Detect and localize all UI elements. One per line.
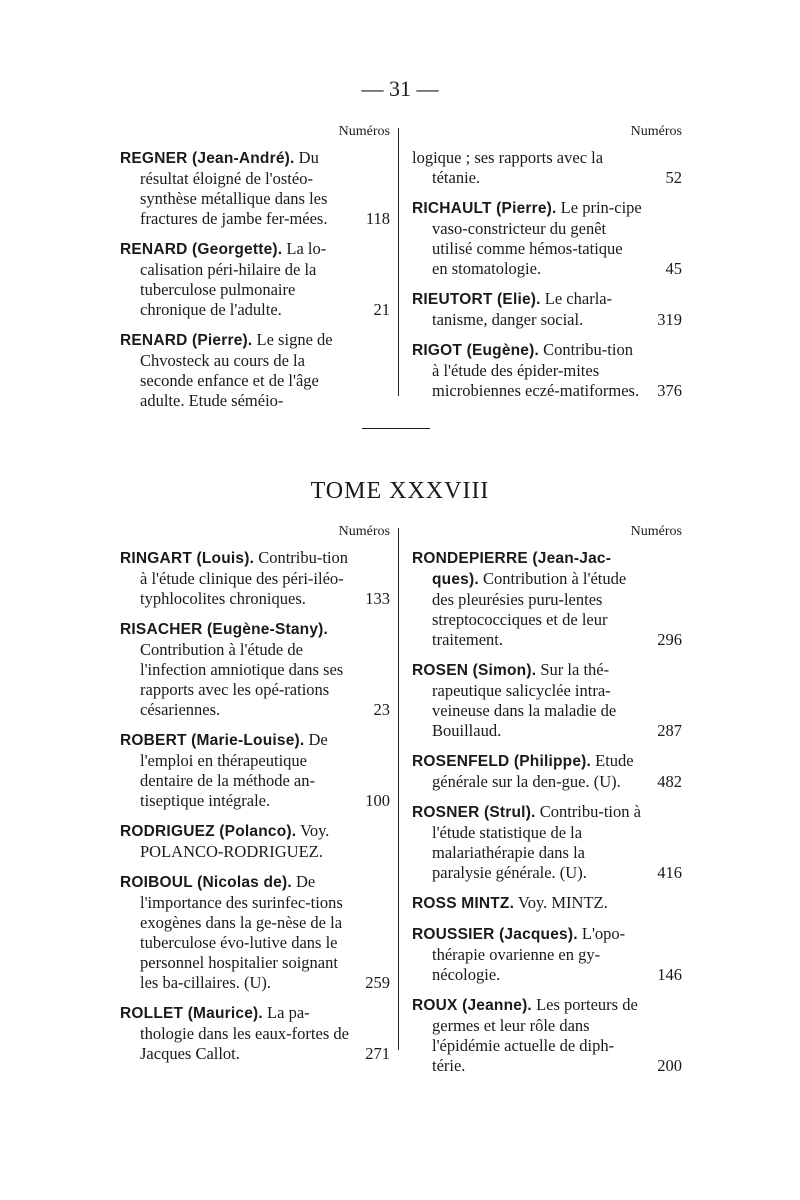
thesis-title: La pa-thologie dans les eaux-fortes de Jacques Callot. bbox=[140, 1003, 349, 1063]
index-entry bbox=[412, 893, 682, 914]
thesis-number: 296 bbox=[657, 630, 682, 649]
thesis-title: Le charla-tanisme, danger social. bbox=[432, 289, 613, 329]
index-entry bbox=[120, 1003, 390, 1064]
thesis-title: Etude générale sur la den-gue. (U). bbox=[432, 751, 634, 791]
thesis-number: 100 bbox=[365, 791, 390, 810]
column-header: Numéros bbox=[630, 124, 682, 139]
thesis-title: De l'emploi en thérapeutique dentaire de la méthode an-tiseptique intégrale. bbox=[140, 730, 328, 810]
thesis-title: logique ; ses rapports avec la tétanie. bbox=[412, 148, 604, 187]
index-entry bbox=[120, 330, 390, 411]
index-entry bbox=[412, 148, 682, 188]
thesis-number: 287 bbox=[657, 721, 682, 740]
index-entry bbox=[412, 340, 682, 401]
author-name: RONDEPIERRE (Jean-Jac-ques). bbox=[412, 550, 612, 588]
thesis-number: 271 bbox=[365, 1044, 390, 1063]
author-name: RISACHER (Eugène-Stany). bbox=[120, 621, 329, 638]
index-entry bbox=[412, 548, 682, 650]
section2-right-column bbox=[412, 522, 682, 1086]
entry-body bbox=[412, 289, 682, 330]
thesis-title: Voy. MINTZ. bbox=[517, 893, 608, 912]
column-header: Numéros bbox=[630, 524, 682, 539]
thesis-number: 482 bbox=[657, 772, 682, 791]
index-entry bbox=[412, 198, 682, 279]
author-name: ROSEN (Simon). bbox=[412, 662, 537, 679]
index-entry bbox=[120, 872, 390, 993]
entry-body bbox=[120, 239, 390, 320]
section2-left-column bbox=[120, 522, 390, 1074]
thesis-number: 23 bbox=[373, 700, 390, 719]
thesis-title: Contribution à l'étude de l'infection amniotique dans ses rapports avec les opé-rations césariennes. bbox=[140, 640, 344, 719]
thesis-title: Sur la thé-rapeutique salicyclée intra-veineuse dans la maladie de Bouillaud. bbox=[432, 660, 617, 740]
thesis-number: 376 bbox=[657, 381, 682, 400]
entry-body bbox=[412, 660, 682, 741]
author-name: ROLLET (Maurice). bbox=[120, 1005, 263, 1022]
thesis-number: 21 bbox=[373, 300, 390, 319]
index-entry bbox=[412, 924, 682, 985]
entry-body bbox=[412, 995, 682, 1076]
thesis-title: De l'importance des surinfec-tions exogènes dans la ge-nèse de la tuberculose évo-lutive dans le personnel hospitalier soignant les ba-cillaires. (U). bbox=[140, 872, 343, 992]
thesis-title: Les porteurs de germes et leur rôle dans l'épidémie actuelle de diph-térie. bbox=[432, 995, 638, 1075]
page-number: — 31 — bbox=[361, 76, 439, 101]
section1-left-column bbox=[120, 122, 390, 421]
entry-body bbox=[412, 198, 682, 279]
column-header: Numéros bbox=[338, 124, 390, 139]
entry-body bbox=[120, 148, 390, 229]
author-name: ROSNER (Strul). bbox=[412, 804, 536, 821]
author-name: RIEUTORT (Elie). bbox=[412, 291, 541, 308]
thesis-title: Contribution à l'étude des pleurésies puru-lentes streptococciques et de leur traitement. bbox=[432, 569, 627, 649]
thesis-number: 146 bbox=[657, 965, 682, 984]
author-name: ROBERT (Marie-Louise). bbox=[120, 732, 305, 749]
author-name: RENARD (Georgette). bbox=[120, 241, 283, 258]
thesis-title: Voy. POLANCO-RODRIGUEZ. bbox=[140, 821, 330, 861]
entry-body bbox=[412, 751, 682, 792]
index-entry bbox=[412, 995, 682, 1076]
author-name: RIGOT (Eugène). bbox=[412, 342, 539, 359]
section1-right-column bbox=[412, 122, 682, 411]
author-name: REGNER (Jean-André). bbox=[120, 150, 295, 167]
thesis-number: 118 bbox=[365, 209, 390, 228]
index-entry bbox=[120, 730, 390, 811]
author-name: RODRIGUEZ (Polanco). bbox=[120, 823, 297, 840]
entry-body bbox=[120, 872, 390, 993]
index-entry bbox=[412, 802, 682, 883]
author-name: RICHAULT (Pierre). bbox=[412, 200, 557, 217]
thesis-number: 319 bbox=[657, 310, 682, 329]
author-name: ROSENFELD (Philippe). bbox=[412, 753, 592, 770]
entry-body bbox=[412, 548, 682, 650]
thesis-number: 133 bbox=[365, 589, 390, 608]
thesis-title: Le signe de Chvosteck au cours de la seconde enfance et de l'âge adulte. Etude séméio- bbox=[140, 330, 333, 410]
index-entry bbox=[412, 751, 682, 792]
author-name: ROSS MINTZ. bbox=[412, 895, 515, 912]
entry-body bbox=[120, 1003, 390, 1064]
author-name: ROUSSIER (Jacques). bbox=[412, 926, 578, 943]
index-entry bbox=[412, 289, 682, 330]
entry-body bbox=[412, 340, 682, 401]
section-rule bbox=[362, 428, 430, 429]
thesis-title: L'opo-thérapie ovarienne en gy-nécologie. bbox=[432, 924, 626, 984]
entry-body bbox=[120, 730, 390, 811]
thesis-number: 200 bbox=[657, 1056, 682, 1075]
index-entry bbox=[120, 821, 390, 862]
thesis-title: Contribu-tion à l'étude statistique de la malariathérapie dans la paralysie générale. (U). bbox=[432, 802, 641, 882]
thesis-number: 52 bbox=[665, 168, 682, 187]
index-entry bbox=[120, 239, 390, 320]
column-divider bbox=[398, 528, 399, 1050]
entry-body bbox=[120, 821, 390, 862]
thesis-title: Du résultat éloigné de l'ostéo-synthèse métallique dans les fractures de jambe fer-mées. bbox=[140, 148, 328, 228]
entry-body bbox=[412, 924, 682, 985]
entry-body bbox=[412, 893, 682, 914]
column-header: Numéros bbox=[338, 524, 390, 539]
thesis-title: Contribu-tion à l'étude clinique des péri-iléo-typhlocolites chroniques. bbox=[140, 548, 349, 608]
entry-body bbox=[120, 548, 390, 609]
thesis-number: 45 bbox=[665, 259, 682, 278]
thesis-number: 416 bbox=[657, 863, 682, 882]
entry-body bbox=[412, 148, 682, 188]
thesis-title: Le prin-cipe vaso-constricteur du genêt utilisé comme hémos-tatique en stomatologie. bbox=[432, 198, 642, 278]
entry-body bbox=[412, 802, 682, 883]
author-name: ROIBOUL (Nicolas de). bbox=[120, 874, 292, 891]
entry-body bbox=[120, 619, 390, 720]
column-divider bbox=[398, 128, 399, 396]
index-entry bbox=[120, 619, 390, 720]
thesis-title: Contribu-tion à l'étude des épider-mites microbiennes eczé-matiformes. bbox=[432, 340, 640, 400]
author-name: RENARD (Pierre). bbox=[120, 332, 253, 349]
index-entry bbox=[412, 660, 682, 741]
index-entry bbox=[120, 148, 390, 229]
entry-body bbox=[120, 330, 390, 411]
author-name: RINGART (Louis). bbox=[120, 550, 255, 567]
tome-title: TOME XXXVIII bbox=[310, 478, 490, 504]
thesis-number: 259 bbox=[365, 973, 390, 992]
index-entry bbox=[120, 548, 390, 609]
thesis-title: La lo-calisation péri-hilaire de la tuberculose pulmonaire chronique de l'adulte. bbox=[140, 239, 327, 319]
author-name: ROUX (Jeanne). bbox=[412, 997, 532, 1014]
